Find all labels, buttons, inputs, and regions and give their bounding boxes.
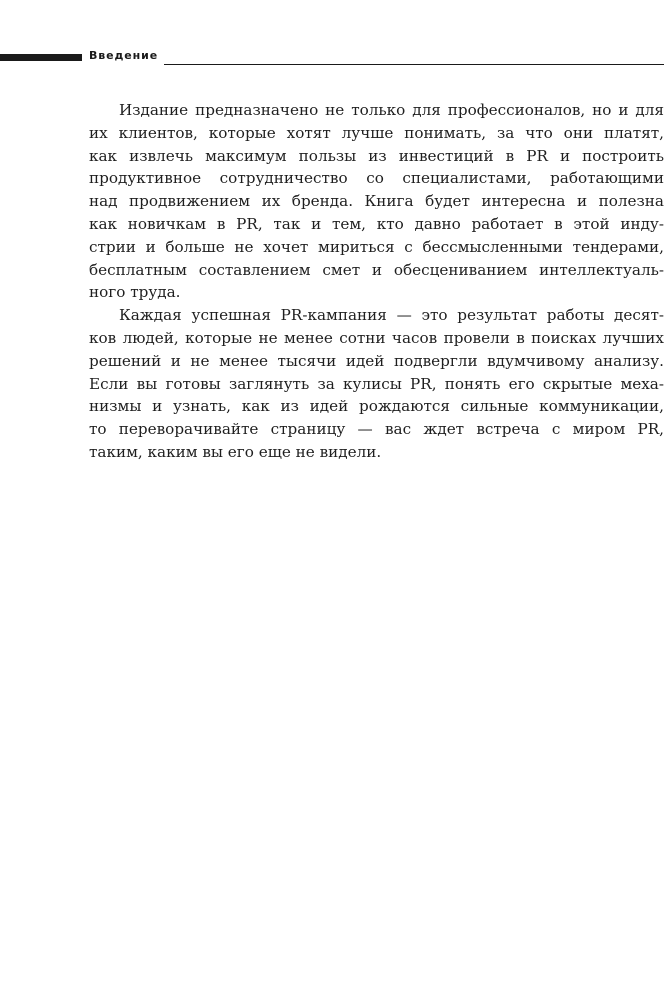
text-line: как извлечь максимум пользы из инвестиций в PR и построить (89, 146, 664, 165)
text-line: стрии и больше не хочет мириться с бессмысленными тендерами, (89, 237, 664, 256)
text-line: их клиентов, которые хотят лучше понимать, за что они платят, (89, 123, 664, 142)
text-line: решений и не менее тысячи идей подвергли вдумчивому анализу. (89, 351, 664, 370)
text-line: ков людей, которые не менее сотни часов провели в поисках лучших (89, 328, 664, 347)
header-accent-bar (0, 54, 82, 61)
text-line: продуктивное сотрудничество со специалистами, работающими (89, 169, 664, 188)
text-line: Каждая успешная PR-кампания — это результат работы десят- (119, 306, 664, 325)
text-line: таким, каким вы его еще не видели. (89, 442, 382, 461)
running-header (0, 0, 667, 80)
text-line: ного труда. (89, 283, 181, 302)
text-line: бесплатным составлением смет и обесцениванием интеллектуаль- (89, 260, 664, 279)
body-text (89, 99, 664, 464)
text-line: над продвижением их бренда. Книга будет интересна и полезна (89, 192, 664, 211)
text-line: Если вы готовы заглянуть за кулисы PR, понять его скрытые меха- (89, 374, 664, 393)
text-line: низмы и узнать, как из идей рождаются сильные коммуникации, (89, 397, 664, 416)
section-title: Введение (89, 49, 159, 62)
text-line: то переворачивайте страницу — вас ждет встреча с миром PR, (89, 420, 664, 439)
header-rule (164, 64, 664, 65)
paragraph-2 (89, 304, 664, 464)
text-line: как новичкам в PR, так и тем, кто давно работает в этой инду- (89, 214, 664, 233)
text-line: Издание предназначено не только для профессионалов, но и для (119, 101, 664, 119)
paragraph-1 (89, 99, 664, 304)
